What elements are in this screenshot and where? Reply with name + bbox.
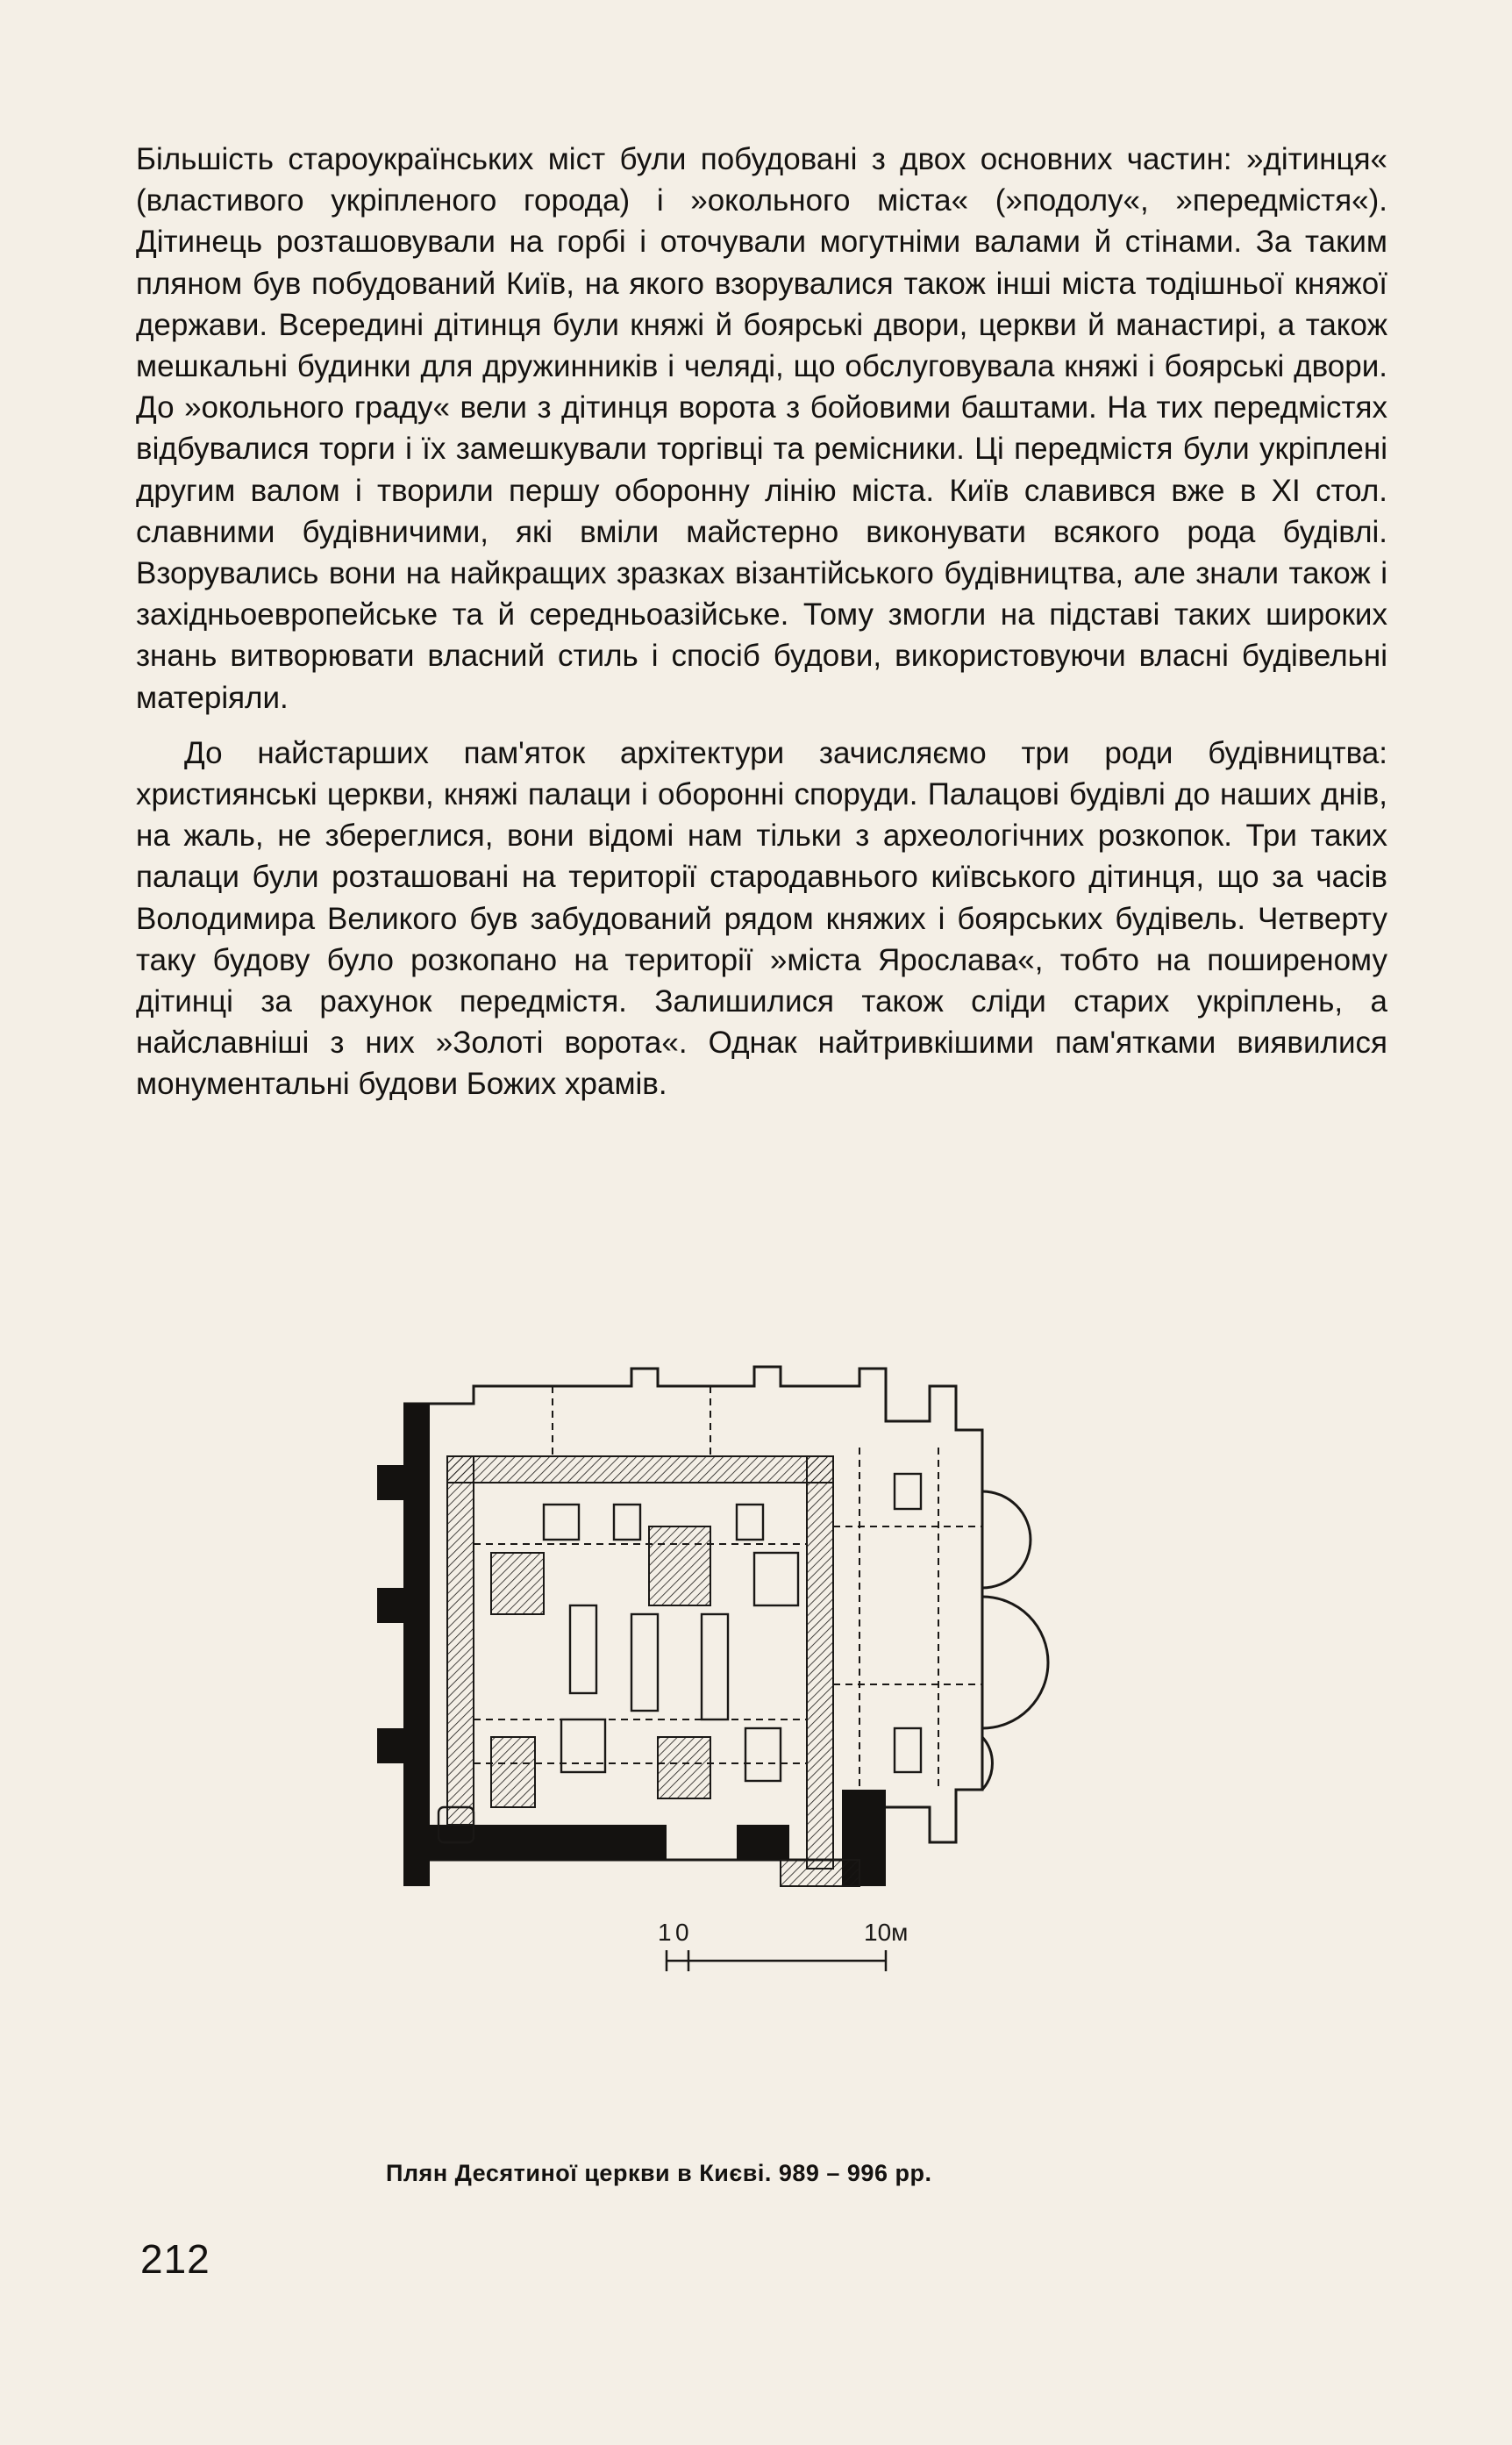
body-text [136,139,1387,1105]
hatched-walls [447,1456,859,1886]
apses [982,1491,1048,1790]
church-floor-plan [368,1351,1158,2105]
scale-label-end: 10м [864,1919,909,1946]
scale-label-zero: 0 [675,1919,689,1946]
paragraph-1: Більшість староукраїнських міст були побудовані з двох основних частин: »дітинця« (властивого укріпленого города) і »окольного міста« (»подолу«, »передмістя«). Дітинець розташовували на горбі і оточували могутніми валами й стінами. За таким пляном був побудований Київ, на якого взорувалися також інші міста тодішньої княжої держави. Всередині дітинця були княжі й боярські двори, церкви й манастирі, а також мешкальні будинки для дружинників і челяді, що обслуговувала княжі і боярські двори. До »окольного граду« вели з дітинця ворота з бойовими баштами. На тих передмістях відбувалися торги і їх замешкували торгівці та ремісники. Ці передмістя були укріплені другим валом і творили першу оборонну лінію міста. Київ славився вже в XI стол. славними будівничими, які вміли майстерно виконувати всякого рода будівлі. Взорувались вони на найкращих зразках візантійського будівництва, але знали також і західньоевропейське та й середньоазійське. Тому змогли на підставі таких широких знань витворювати власний стиль і спосіб будови, використовуючи власні будівельні матеріяли. [136,142,1387,715]
scale-label-start: 1 [658,1919,672,1946]
page-number: 212 [140,2236,210,2282]
scale-bar [667,1950,886,1971]
figure-caption: Плян Десятиної церкви в Києві. 989 – 996 рр. [386,2160,932,2186]
paragraph-2: До найстарших пам'яток архітектури зачисляємо три роди будівництва: християнські церкви, княжі палаци і оборонні споруди. Палацові будівлі до наших днів, на жаль, не збереглися, вони відомі нам тільки з археологічних розкопок. Три таких палаци були розташовані на території стародавнього київського дітинця, що за часів Володимира Великого був забудований рядом княжих і боярських будівель. Четверту таку будову було розкопано на території »міста Ярослава«, тобто на поширеному дітинці за рахунок передмістя. Залишилися також сліди старих укріплень, а найславніші з них »Золоті ворота«. Однак найтривкішими пам'ятками виявилися монументальні будови Божих храмів. [136,735,1387,1102]
